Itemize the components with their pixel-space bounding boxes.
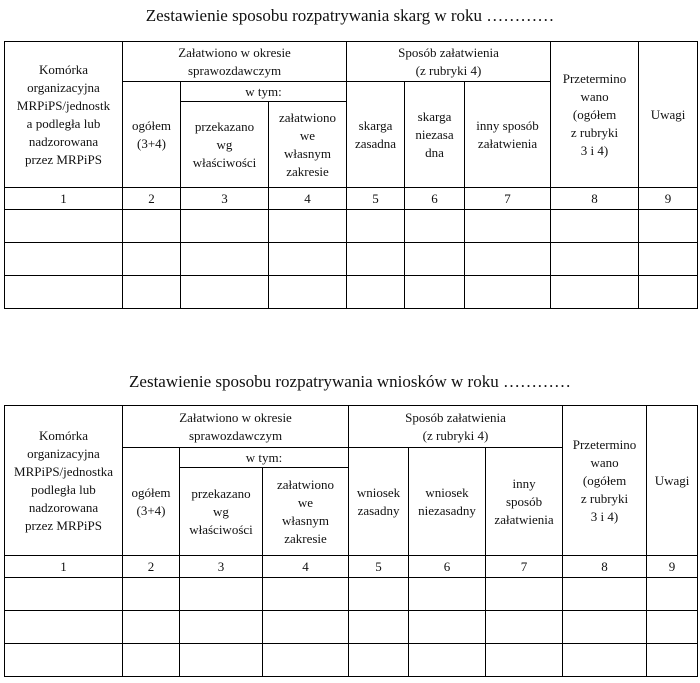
table-row	[5, 578, 698, 611]
col-number: 6	[405, 188, 465, 210]
table-row	[5, 611, 698, 644]
method-3-header: inny sposób załatwienia	[465, 82, 551, 188]
column-numbers-row	[5, 188, 698, 210]
complaints-table	[4, 41, 698, 309]
col-number: 7	[486, 556, 563, 578]
requests-table-title: Zestawienie sposobu rozpatrywania wniosków w roku …………	[129, 372, 571, 391]
requests-table	[4, 405, 698, 677]
method-3-header: inny sposób załatwienia	[486, 448, 563, 556]
method-1-header: skarga zasadna	[347, 82, 405, 188]
column-numbers-row	[5, 556, 698, 578]
col-number: 2	[123, 556, 180, 578]
col-number: 1	[5, 188, 123, 210]
overdue-header: Przetermino wano (ogółem z rubryki 3 i 4)	[563, 406, 647, 556]
col-number: 3	[181, 188, 269, 210]
table-row	[5, 210, 698, 243]
total-header: ogółem (3+4)	[123, 448, 180, 556]
col-number: 2	[123, 188, 181, 210]
w-tym-header: w tym:	[181, 82, 347, 102]
method-2-header: skarga niezasa dna	[405, 82, 465, 188]
col-number: 4	[263, 556, 349, 578]
overdue-header: Przetermino wano (ogółem z rubryki 3 i 4)	[551, 42, 639, 188]
w-tym-header: w tym:	[180, 448, 349, 468]
org-unit-header: Komórka organizacyjna MRPiPS/jednostk a podległa lub nadzorowana przez MRPiPS	[5, 42, 123, 188]
col-number: 3	[180, 556, 263, 578]
table-row	[5, 644, 698, 677]
transferred-header: przekazano wg właściwości	[181, 102, 269, 188]
col-number: 9	[647, 556, 698, 578]
handled-group-header: Załatwiono w okresie sprawozdawczym	[123, 406, 349, 448]
col-number: 5	[347, 188, 405, 210]
remarks-header: Uwagi	[639, 42, 698, 188]
col-number: 9	[639, 188, 698, 210]
col-number: 1	[5, 556, 123, 578]
col-number: 6	[409, 556, 486, 578]
method-group-header: Sposób załatwienia (z rubryki 4)	[349, 406, 563, 448]
method-group-header: Sposób załatwienia (z rubryki 4)	[347, 42, 551, 82]
col-number: 8	[563, 556, 647, 578]
total-header: ogółem (3+4)	[123, 82, 181, 188]
method-2-header: wniosek niezasadny	[409, 448, 486, 556]
col-number: 5	[349, 556, 409, 578]
own-scope-header: załatwiono we własnym zakresie	[263, 468, 349, 556]
handled-group-header: Załatwiono w okresie sprawozdawczym	[123, 42, 347, 82]
org-unit-header: Komórka organizacyjna MRPiPS/jednostka podległa lub nadzorowana przez MRPiPS	[5, 406, 123, 556]
col-number: 4	[269, 188, 347, 210]
complaints-table-title: Zestawienie sposobu rozpatrywania skarg w roku …………	[145, 6, 555, 25]
remarks-header: Uwagi	[647, 406, 698, 556]
col-number: 8	[551, 188, 639, 210]
table-row	[5, 276, 698, 309]
col-number: 7	[465, 188, 551, 210]
transferred-header: przekazano wg właściwości	[180, 468, 263, 556]
own-scope-header: załatwiono we własnym zakresie	[269, 102, 347, 188]
table-row	[5, 243, 698, 276]
method-1-header: wniosek zasadny	[349, 448, 409, 556]
